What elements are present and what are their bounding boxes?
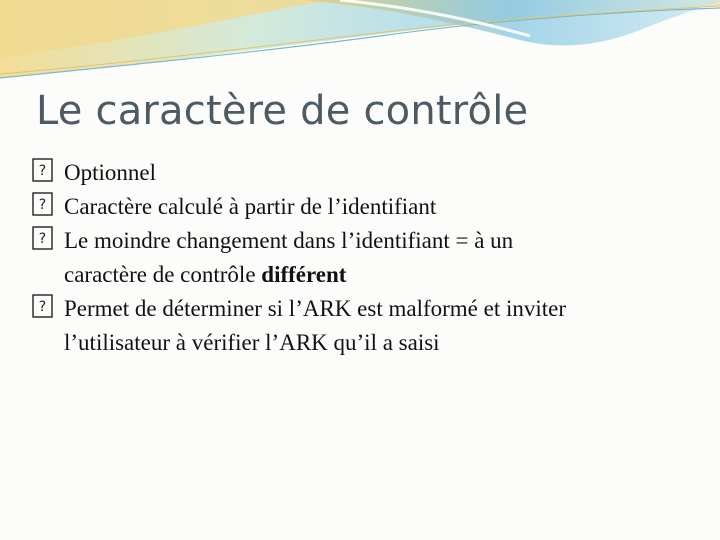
bullet-text: Caractère calculé à partir de l’identifiant	[64, 194, 437, 219]
missing-glyph-box-icon	[32, 192, 53, 216]
bullet-text: Optionnel	[64, 160, 156, 185]
slide-title: Le caractère de contrôle	[36, 88, 529, 134]
bullet-item	[30, 156, 700, 190]
bullet-text-line2	[64, 258, 700, 292]
svg-text:?: ?	[38, 197, 47, 213]
bullet-text-line1: Permet de déterminer si l’ARK est malformé et inviter	[64, 296, 567, 321]
bullet-list	[30, 156, 700, 360]
svg-text:?: ?	[38, 299, 47, 315]
bullet-item	[30, 292, 700, 360]
decorative-wave-banner	[0, 0, 720, 90]
bullet-text-line1: Le moindre changement dans l’identifiant = à un	[64, 228, 514, 253]
missing-glyph-box-icon	[32, 294, 53, 318]
svg-text:?: ?	[38, 231, 47, 247]
missing-glyph-box-icon	[32, 226, 53, 250]
bullet-text-plain: caractère de contrôle	[64, 262, 262, 287]
bullet-item	[30, 190, 700, 224]
missing-glyph-box-icon	[32, 158, 53, 182]
bullet-text-bold: différent	[261, 262, 347, 287]
bullet-text-line2: l’utilisateur à vérifier l’ARK qu’il a saisi	[64, 330, 440, 355]
bullet-item	[30, 224, 700, 292]
svg-text:?: ?	[38, 163, 47, 179]
